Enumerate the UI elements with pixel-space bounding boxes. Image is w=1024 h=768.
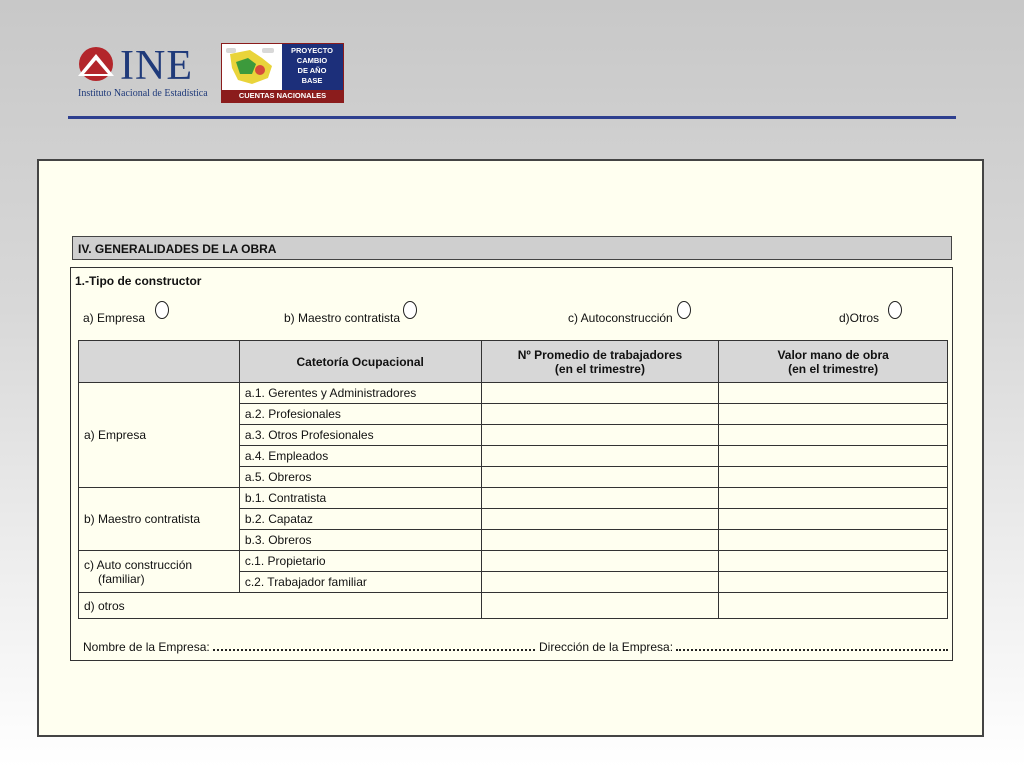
header-divider <box>68 116 956 119</box>
header-labor-value <box>719 341 948 383</box>
ine-title: INE <box>120 43 193 89</box>
ine-mark-icon <box>76 46 116 82</box>
ine-logo <box>76 44 206 100</box>
occupational-table <box>78 340 948 619</box>
labor-value-input[interactable] <box>719 425 948 446</box>
row-label: b.3. Obreros <box>239 530 481 551</box>
company-name-input[interactable] <box>213 641 535 651</box>
table-row <box>79 488 948 509</box>
table-row <box>79 383 948 404</box>
header-workers <box>481 341 719 383</box>
option-otros-label: d)Otros <box>839 311 880 325</box>
company-address-input[interactable] <box>676 641 948 651</box>
constructor-type-title: 1.-Tipo de constructor <box>75 274 202 288</box>
option-maestro-label: b) Maestro contratista <box>284 311 401 325</box>
header-category: Catetoría Ocupacional <box>239 341 481 383</box>
workers-input[interactable] <box>481 467 719 488</box>
project-line: PROYECTO <box>291 46 333 55</box>
group-label-empresa: a) Empresa <box>79 383 240 488</box>
labor-value-input[interactable] <box>719 467 948 488</box>
project-line: DE AÑO <box>297 66 327 75</box>
company-address-label: Dirección de la Empresa: <box>539 640 674 654</box>
labor-value-input[interactable] <box>719 446 948 467</box>
row-label: a.1. Gerentes y Administradores <box>239 383 481 404</box>
row-label: a.4. Empleados <box>239 446 481 467</box>
header-empty-cell <box>79 341 240 383</box>
company-address-field <box>539 640 948 654</box>
row-label: a.3. Otros Profesionales <box>239 425 481 446</box>
workers-input[interactable] <box>481 425 719 446</box>
labor-value-input[interactable] <box>719 509 948 530</box>
project-line: CAMBIO <box>296 56 328 65</box>
row-label: c.1. Propietario <box>239 551 481 572</box>
header-workers-line1: Nº Promedio de trabajadores <box>517 347 683 362</box>
workers-input[interactable] <box>481 509 719 530</box>
group-label-maestro: b) Maestro contratista <box>79 488 240 551</box>
row-label: b.1. Contratista <box>239 488 481 509</box>
workers-input[interactable] <box>481 383 719 404</box>
option-empresa-radio[interactable] <box>155 301 169 319</box>
header-labor-line1: Valor mano de obra <box>777 347 889 362</box>
labor-value-input[interactable] <box>719 593 948 619</box>
group-label-autoconstruccion <box>79 551 240 593</box>
row-label: a.5. Obreros <box>239 467 481 488</box>
workers-input[interactable] <box>481 488 719 509</box>
labor-value-input[interactable] <box>719 383 948 404</box>
row-label: b.2. Capataz <box>239 509 481 530</box>
group-label-line2: (familiar) <box>98 571 145 586</box>
group-label-line1: c) Auto construcción <box>84 557 193 572</box>
project-logo <box>221 43 344 103</box>
row-label: c.2. Trabajador familiar <box>239 572 481 593</box>
labor-value-input[interactable] <box>719 572 948 593</box>
table-header-row <box>79 341 948 383</box>
workers-input[interactable] <box>481 572 719 593</box>
row-label: a.2. Profesionales <box>239 404 481 425</box>
workers-input[interactable] <box>481 551 719 572</box>
option-autoconstruccion-label: c) Autoconstrucción <box>568 311 673 325</box>
header-workers-line2: (en el trimestre) <box>554 361 645 376</box>
company-name-label: Nombre de la Empresa: <box>83 640 210 654</box>
project-bottom-label: CUENTAS NACIONALES <box>222 90 343 102</box>
workers-input[interactable] <box>481 530 719 551</box>
option-autoconstruccion-radio[interactable] <box>677 301 691 319</box>
table-row <box>79 551 948 572</box>
bolivia-map-icon <box>222 44 282 90</box>
workers-input[interactable] <box>481 404 719 425</box>
ine-subtitle: Instituto Nacional de Estadística <box>78 88 208 99</box>
option-otros-radio[interactable] <box>888 301 902 319</box>
company-name-field <box>83 640 535 654</box>
labor-value-input[interactable] <box>719 488 948 509</box>
header-labor-line2: (en el trimestre) <box>788 361 879 376</box>
workers-input[interactable] <box>481 593 719 619</box>
project-line: BASE <box>301 76 323 85</box>
labor-value-input[interactable] <box>719 530 948 551</box>
option-empresa-label: a) Empresa <box>83 311 146 325</box>
labor-value-input[interactable] <box>719 404 948 425</box>
project-title <box>282 46 342 86</box>
option-maestro-radio[interactable] <box>403 301 417 319</box>
row-label-otros: d) otros <box>79 593 482 619</box>
labor-value-input[interactable] <box>719 551 948 572</box>
workers-input[interactable] <box>481 446 719 467</box>
table-row <box>79 593 948 619</box>
section-title: IV. GENERALIDADES DE LA OBRA <box>72 236 952 260</box>
